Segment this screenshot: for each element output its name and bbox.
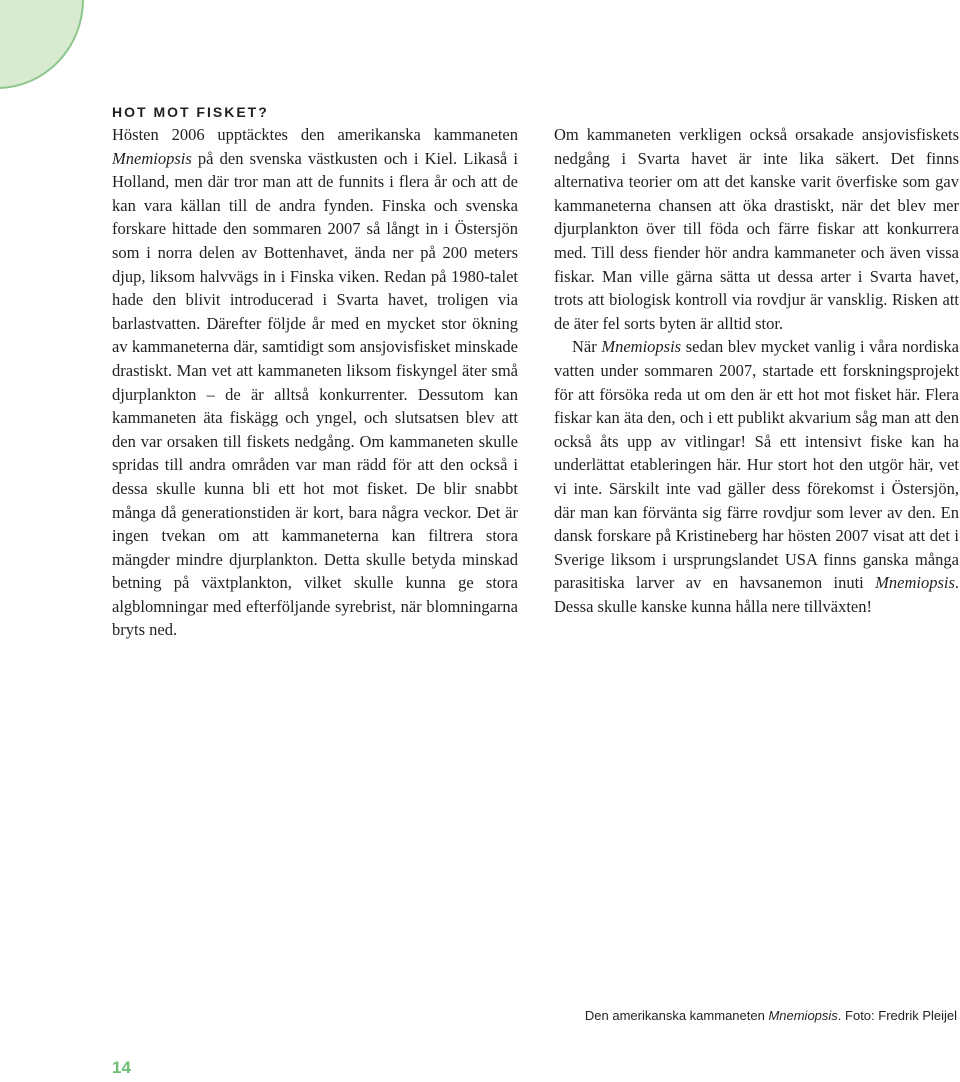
caption-suffix: . Foto: Fredrik Pleijel xyxy=(837,1008,957,1023)
left-text-column xyxy=(112,123,518,642)
section-heading: HOT MOT FISKET? xyxy=(112,104,269,120)
right-text-column xyxy=(554,123,959,618)
species-name: Mnemiopsis xyxy=(112,148,192,168)
left-p1-text-b: på den svenska västkusten och i Kiel. Likaså i Holland, men där tror man att de funnits i flera år och att de kan vara källan till de andra fynden. Finska och svenska forskare hittade den sommaren 2007 så långt in i Östersjön som i norra delen av Bottenhavet, ända ner på 200 meters djup, liksom halvvägs in i Finska viken. Redan på 1980-talet hade den blivit introducerad i Svarta havet, troligen via barlastvatten. Därefter följde år med en mycket stor ökning av kammaneterna där, samtidigt som ansjovisfisket minskade drastiskt. Man vet att kammaneten liksom fiskyngel äter små djurplankton – de är alltså konkurrenter. Dessutom kan kammaneten äta fiskägg och yngel, och slutsatsen blev att den var orsaken till fiskets nedgång. Om kammaneten skulle spridas till andra områden var man rädd för att den också i dessa skulle kunna bli ett hot mot fisket. De blir snabbt många då generationstiden är kort, bara några veckor. Det är ingen tvekan om att kammaneterna kan filtrera stora mängder mindre djurplankton. Detta skulle betyda minskad betning på växtplankton, vilket skulle kunna ge stora algblomningar med efterföljande syrebrist, när blomningarna bryts ned. xyxy=(112,148,518,640)
photo-caption xyxy=(585,1008,957,1023)
left-paragraph-1 xyxy=(112,123,518,642)
right-paragraph-2 xyxy=(554,335,959,618)
decorative-corner-circle xyxy=(0,0,84,89)
right-p2-text-b: sedan blev mycket vanlig i våra nordiska vatten under sommaren 2007, startade ett forskningsprojekt för att försöka reda ut om den är ett hot mot fisket här. Flera fiskar kan äta den, och i ett publikt akvarium såg man att den också åts upp av vitlingar! Så ett intensivt fiske kan ha underlättat etableringen här. Hur stort hot den utgör här, vet vi inte. Särskilt inte vad gäller dess förekomst i Östersjön, där man kan förvänta sig färre rovdjur som lever av den. En dansk forskare på Kristineberg har hösten 2007 visat att det i Sverige liksom i ursprungslandet USA finns ganska många parasitiska larver av en havsanemon inuti xyxy=(554,337,959,593)
right-p2-text-c: . Dessa skulle kanske kunna hålla nere tillväxten! xyxy=(554,573,959,616)
left-p1-text-a: Hösten 2006 upptäcktes den amerikanska kammaneten xyxy=(112,125,518,144)
right-p2-text-a: När xyxy=(572,337,602,357)
caption-species: Mnemiopsis xyxy=(768,1008,838,1023)
species-name: Mnemiopsis xyxy=(601,337,682,357)
page-number: 14 xyxy=(112,1058,131,1077)
species-name: Mnemiopsis xyxy=(875,573,955,593)
caption-prefix: Den amerikanska kammaneten xyxy=(584,1008,769,1023)
right-paragraph-1: Om kammaneten verkligen också orsakade ansjovisfiskets nedgång i Svarta havet är inte lika säkert. Det finns alternativa teorier om att det kanske varit överfiske som gav kammaneterna chansen att öka drastiskt, när det blev mer djurplankton över till föda och färre fiskar att konkurrera med. Till dess fiender hör andra kammaneter och även vissa fiskar. Man ville gärna sätta ut dessa arter i Svarta havet, trots att biologisk kontroll via rovdjur är vansklig. Risken att de äter fel sorts byten är alltid stor. xyxy=(554,125,959,333)
